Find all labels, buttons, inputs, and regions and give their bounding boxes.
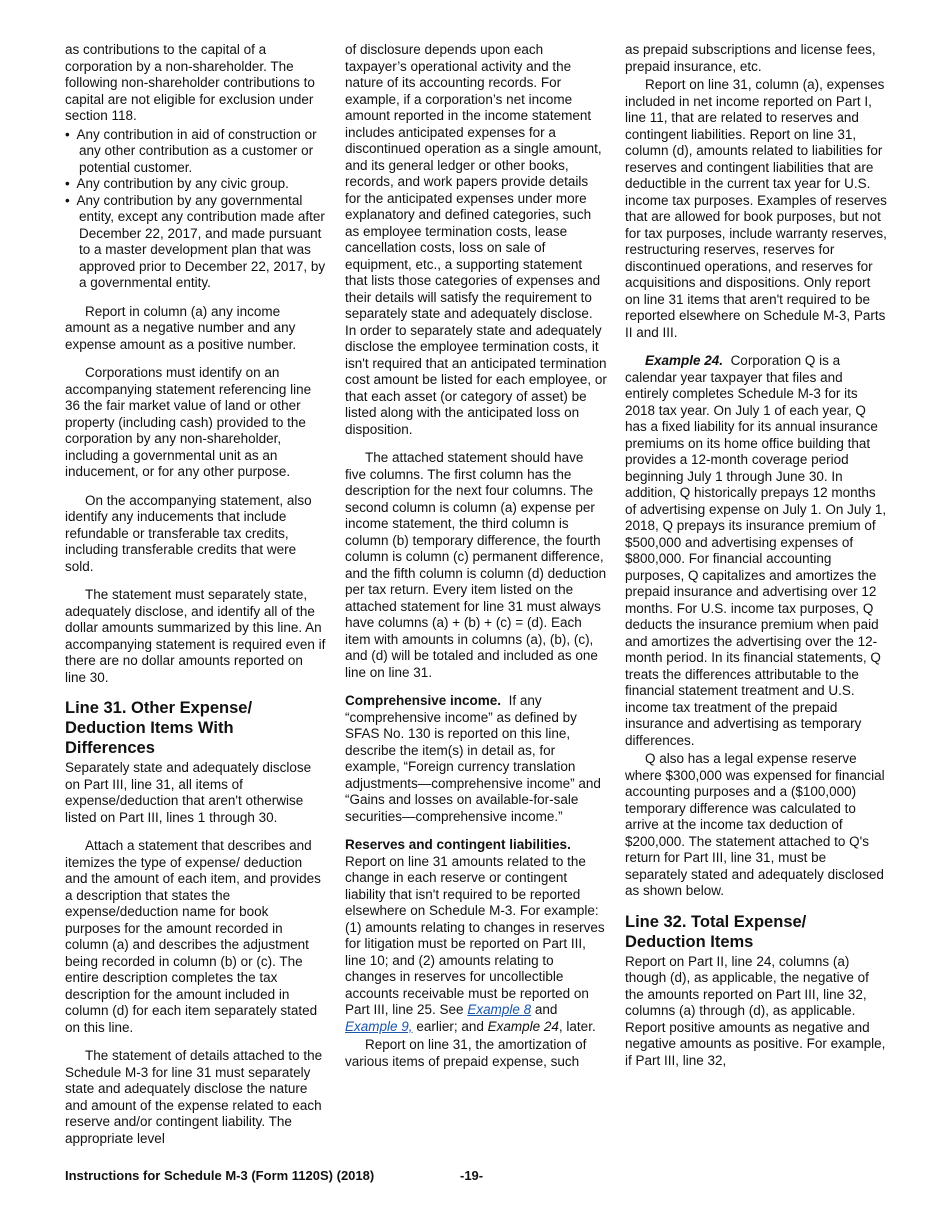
- example-9-link[interactable]: Example 9,: [345, 1018, 413, 1034]
- paragraph: The attached statement should have five columns. The first column has the description for the next four columns. The second column is column (a) expense per income statement, the third column is column (b) temporary difference, the fourth column is column (c) permanent difference, and the fifth column is column (d) deduction per tax return. Every item listed on the attached statement for line 31 must always have columns (a) + (b) + (c) = (d). Each item with amounts in columns (a), (b), (c), and (d) will be totaled and included as one line on line 31.: [345, 450, 607, 680]
- paragraph: The statement must separately state, adequately disclose, and identify all of the dollar amounts summarized by this line. An accompanying statement is required even if there are no dollar amounts reported on line 30.: [65, 587, 326, 685]
- paragraph: Corporations must identify on an accompanying statement referencing line 36 the fair market value of land or other property (including cash) provided to the corporation by any non-shareholder, including a governmental unit as an inducement, or for any other purpose.: [65, 365, 312, 479]
- bullet-text: Any contribution by any governmental entity, except any contribution made after December 22, 2017, and made pursuant to a master development plan that was approved prior to December 22, 2017, by a governmental entity.: [76, 192, 326, 290]
- paragraph: The statement of details attached to the Schedule M-3 for line 31 must separately state and adequately disclose the nature and amount of the expense related to each reserve and/or contingent liability. The appropriate level: [65, 1048, 323, 1146]
- paragraph-comprehensive-income: [345, 693, 607, 825]
- paragraph-example-24: [625, 353, 887, 749]
- run-in-heading: Reserves and contingent liabilities.: [345, 837, 571, 852]
- paragraph: Report on line 31, column (a), expenses included in net income reported on Part I, line 11, that are related to reserves and contingent liabilities. Report on line 31, column (d), amounts related to liabilities for reserves and contingent liabilities that are deductible in the current tax year for U.S. income tax purposes. Examples of reserves that are allowed for book purposes, but not for tax purposes, include warranty reserves, restructuring reserves, reserves for discontinued operations, and reserves for acquisitions and dispositions. Only report on line 31 items that aren't required to be reported elsewhere on Schedule M-3, Parts II and III.: [625, 77, 887, 340]
- paragraph: Q also has a legal expense reserve where $300,000 was expensed for financial accounting purposes and a ($100,000) temporary difference was calculated to arrive at the income tax deduction of $200,000. The statement attached to Q's return for Part III, line 31, must be separately stated and adequately disclosed as shown below.: [625, 751, 885, 898]
- paragraph: Attach a statement that describes and itemizes the type of expense/ deduction and the amount of each item, and provides a description that states the expense/deduction name for book purposes for the amount recorded in column (a) and describes the adjustment being recorded in column (b) or (c). The entire description completes the tax description for the amount included in column (d) for each item separately stated on this line.: [65, 838, 321, 1035]
- bullet-item: [65, 176, 327, 193]
- bullet-text: Any contribution by any civic group.: [76, 176, 289, 191]
- example-8-link[interactable]: Example 8: [467, 1002, 532, 1017]
- reference-text: earlier; and: [416, 1018, 484, 1034]
- paragraph-reserves: [345, 837, 607, 1035]
- paragraph: as contributions to the capital of a corporation by a non-shareholder. The following non-shareholder contributions to capital are not eligible for exclusion under section 118.: [65, 42, 315, 123]
- bullet-icon: •: [65, 192, 70, 208]
- reference-text: , later.: [558, 1018, 596, 1034]
- bullet-item: [65, 193, 327, 292]
- column-1: [65, 42, 327, 1159]
- bullet-item: [65, 127, 327, 177]
- column-3: [625, 42, 887, 1081]
- section-heading-line-31: Line 31. Other Expense/ Deduction Items With Differences: [65, 699, 253, 757]
- paragraph: Report on line 31, the amortization of various items of prepaid expense, such: [345, 1037, 587, 1069]
- bullet-icon: •: [65, 126, 70, 142]
- paragraph: On the accompanying statement, also identify any inducements that include refundable or transferable tax credits, including transferable credits that were sold.: [65, 492, 312, 574]
- footer-title: Instructions for Schedule M-3 (Form 1120S) (2018): [65, 1168, 375, 1183]
- paragraph: Separately state and adequately disclose on Part III, line 31, all items of expense/deduction that aren't otherwise listed on Part III, lines 1 through 30.: [65, 760, 312, 825]
- paragraph: Report in column (a) any income amount as a negative number and any expense amount as a positive number.: [65, 303, 297, 352]
- paragraph: Report on Part II, line 24, columns (a) though (d), as applicable, the negative of the amounts reported on Part III, line 32, columns (a) through (d), as applicable. Report positive amounts as negative and negative amounts as positive. For example, if Part III, line 32,: [625, 953, 886, 1068]
- example-24-reference: Example 24: [487, 1018, 559, 1034]
- paragraph-text: If any “comprehensive income” as defined by SFAS No. 130 is reported on this line, describe the item(s) in detail as, for example, “Foreign currency translation adjustments—comprehensive income” and “Gains and losses on available-for-sale securities—comprehensive income.”: [345, 693, 601, 824]
- page-footer: [65, 1168, 885, 1183]
- section-heading-line-32: Line 32. Total Expense/ Deduction Items: [625, 912, 807, 951]
- page-number: -19-: [460, 1168, 484, 1183]
- conjunction-text: and: [534, 1002, 558, 1017]
- example-label: Example 24.: [645, 353, 724, 368]
- paragraph: as prepaid subscriptions and license fees, prepaid insurance, etc.: [625, 42, 876, 74]
- column-2: [345, 42, 607, 1082]
- run-in-heading: Comprehensive income.: [345, 693, 502, 708]
- bullet-text: Any contribution in aid of construction or any other contribution as a customer or potential customer.: [76, 126, 317, 175]
- paragraph-text: Corporation Q is a calendar year taxpayer that files and entirely completes Schedule M-3 for its 2018 tax year. On July 1 of each year, Q has a fixed liability for its annual insurance premiums on its home office building that provides a 12-month coverage period beginning July 1 through June 30. In addition, Q historically prepays 12 months of advertising expense on July 1. On July 1, 2018, Q prepays its insurance premium of $500,000 and advertising expenses of $800,000. For financial accounting purposes, Q capitalizes and amortizes the prepaid insurance and advertising over 12 months. For U.S. income tax purposes, Q deducts the insurance premium when paid and amortizes the advertising over the 12-month period. In its financial statements, Q treats the differences attributable to the financial statement treatment and U.S. income tax treatment of the prepaid insurance and advertising as temporary differences.: [625, 353, 887, 748]
- paragraph-text: Report on line 31 amounts related to the change in each reserve or contingent liability that isn't required to be reported elsewhere on Schedule M-3. For example: (1) amounts relating to changes in reserves for litigation must be reported on Part III, line 10; and (2) amounts relating to changes in reserves for uncollectible accounts receivable must be reported on Part III, line 25. See: [345, 853, 605, 1017]
- bullet-icon: •: [65, 176, 70, 191]
- paragraph: of disclosure depends upon each taxpayer’s operational activity and the nature of its accounting records. For example, if a corporation’s net income amount reported in the income statement includes anticipated expenses for a discontinued operation as a single amount, and its general ledger or other books, records, and work papers provide details for the anticipated expenses under more explanatory and defined categories, such as employee termination costs, lease cancellation costs, loss on sale of equipment, etc., a supporting statement that lists those categories of expenses and their details will satisfy the requirement to separately state and adequately disclose. In order to separately state and adequately disclose the employee termination costs, it isn't required that an anticipated termination cost amount be listed for each employee, or that each asset (or category of asset) be listed along with the anticipated loss on disposition.: [345, 42, 607, 437]
